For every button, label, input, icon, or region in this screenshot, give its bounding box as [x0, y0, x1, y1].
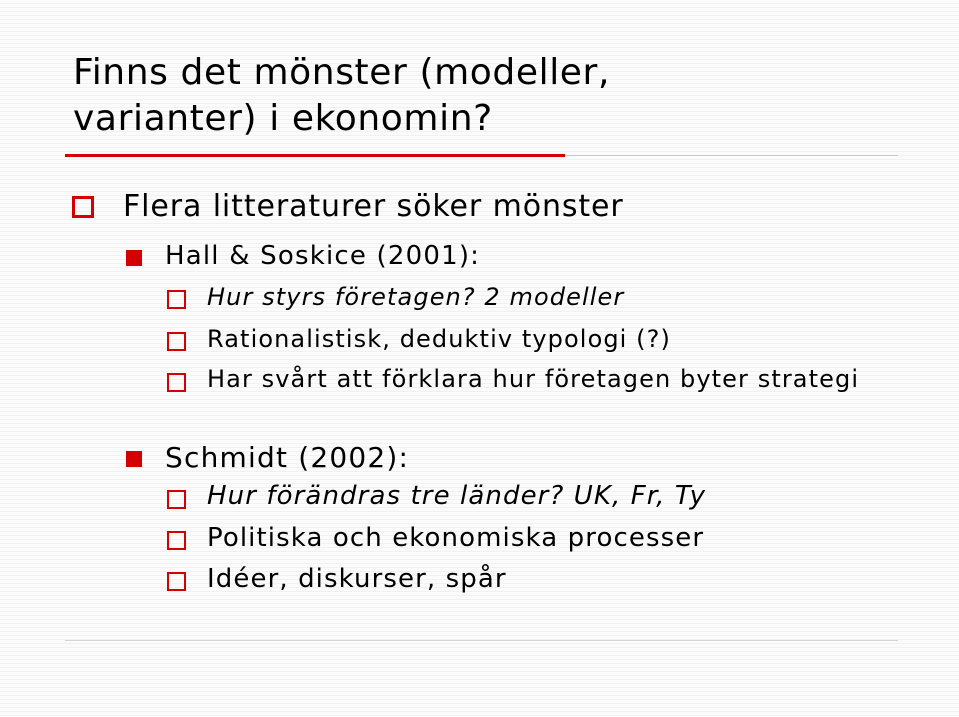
sub-bullet-hall-2-text: Rationalistisk, deduktiv typologi (?): [207, 325, 671, 353]
bullet-schmidt-text: Schmidt (2002):: [165, 441, 410, 474]
title-underline-rule: [565, 155, 898, 156]
title-line-1: Finns det mönster (modeller,: [73, 52, 610, 93]
hollow-square-bullet-icon: [167, 572, 186, 591]
sub-bullet-schmidt-1-text: Hur förändras tre länder? UK, Fr, Ty: [207, 481, 707, 511]
hollow-square-bullet-icon: [167, 332, 186, 351]
sub-bullet-schmidt-3-text: Idéer, diskurser, spår: [207, 564, 507, 594]
solid-square-bullet-icon: [126, 250, 142, 266]
solid-square-bullet-icon: [126, 451, 142, 467]
bullet-hall-soskice-text: Hall & Soskice (2001):: [165, 241, 481, 271]
footer-divider: [65, 640, 898, 641]
hollow-square-bullet-icon: [167, 290, 186, 309]
sub-bullet-hall-1-text: Hur styrs företagen? 2 modeller: [207, 283, 625, 311]
title-line-2: varianter) i ekonomin?: [73, 98, 493, 139]
bullet-main-text: Flera litteraturer söker mönster: [123, 189, 624, 224]
title-underline-accent: [65, 154, 565, 157]
hollow-square-bullet-icon: [167, 531, 186, 550]
hollow-square-bullet-icon: [167, 373, 186, 392]
sub-bullet-schmidt-2-text: Politiska och ekonomiska processer: [207, 523, 705, 553]
hollow-square-bullet-icon: [167, 490, 186, 509]
hollow-square-bullet-icon: [72, 196, 94, 218]
sub-bullet-hall-3-text: Har svårt att förklara hur företagen byter strategi: [207, 365, 860, 393]
slide-title: [73, 50, 933, 142]
